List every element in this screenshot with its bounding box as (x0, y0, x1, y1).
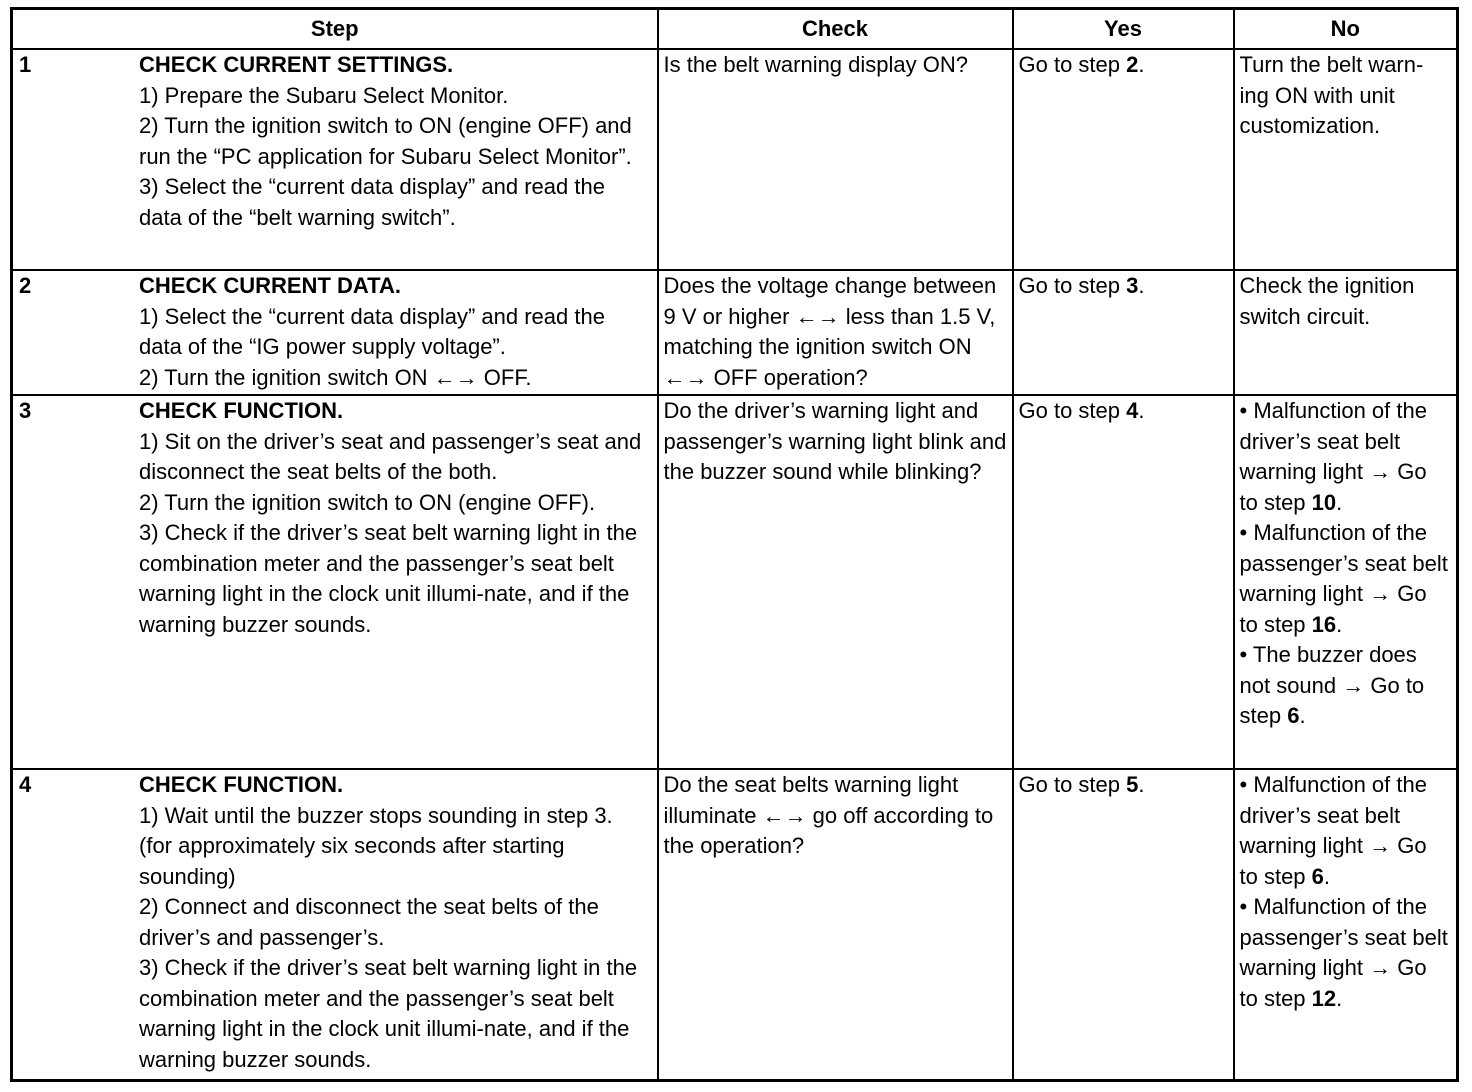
yes-step-number: 3 (1126, 273, 1139, 299)
no-cell (1234, 270, 1458, 395)
step-instruction: 2) Connect and disconnect the seat belts of the driver’s and passenger’s. (139, 894, 599, 950)
step-cell (12, 270, 658, 395)
check-cell: Do the seat belts warning light illuminate ←→ go off according to the operation? (658, 769, 1013, 1080)
table-body (12, 49, 1458, 1081)
table-row (12, 769, 1458, 1080)
step-instruction: 1) Sit on the driver’s seat and passenger’s seat and disconnect the seat belts of the both. (139, 428, 642, 485)
header-step: Step (12, 9, 658, 50)
step-cell (12, 769, 658, 1080)
step-instruction: 3) Check if the driver’s seat belt warning light in the combination meter and the passenger’s seat belt warning light in the clock unit illumi-nate, and if the warning buzzer sounds. (139, 955, 638, 1072)
no-item-step-number: 6 (1311, 863, 1324, 889)
no-item-text: Check the ignition switch circuit. (1239, 273, 1415, 329)
yes-prefix: Go to step (1018, 772, 1127, 798)
header-no: No (1234, 9, 1458, 50)
no-item-text: • Malfunction of the driver’s seat belt warning light → Go to step (1239, 398, 1427, 515)
no-cell (1234, 49, 1458, 270)
no-item: • Malfunction of the driver’s seat belt warning light → Go to step 6. (1239, 772, 1427, 889)
no-item-text: • Malfunction of the passenger’s seat belt warning light → Go to step (1239, 894, 1448, 1011)
no-item-text: • Malfunction of the passenger’s seat belt warning light → Go to step (1239, 520, 1448, 637)
step-body (139, 271, 652, 393)
table-row (12, 395, 1458, 769)
diagnostic-table (10, 7, 1459, 1082)
no-item-text: • Malfunction of the driver’s seat belt warning light → Go to step (1239, 772, 1427, 889)
yes-prefix: Go to step (1018, 273, 1127, 299)
step-number: 4 (19, 772, 32, 798)
step-cell (12, 395, 658, 769)
step-instruction: 3) Check if the driver’s seat belt warning light in the combination meter and the passenger’s seat belt warning light in the clock unit illumi-nate, and if the warning buzzer sounds. (139, 520, 638, 637)
no-item-step-number: 16 (1311, 611, 1337, 637)
step-cell (12, 49, 658, 270)
yes-cell: Go to step 5. (1013, 769, 1234, 1080)
check-cell: Do the driver’s warning light and passenger’s warning light blink and the buzzer sound while blinking? (658, 395, 1013, 769)
step-instruction: 2) Turn the ignition switch to ON (engine OFF) and run the “PC application for Subaru Select Monitor”. (139, 113, 632, 169)
step-title: CHECK CURRENT SETTINGS. (139, 52, 454, 77)
yes-step-number: 5 (1126, 772, 1139, 798)
yes-step-number: 4 (1126, 398, 1139, 424)
check-cell: Is the belt warning display ON? (658, 49, 1013, 270)
step-title: CHECK FUNCTION. (139, 398, 344, 424)
no-item-text: • The buzzer does not sound → Go to step (1239, 642, 1425, 729)
no-item: • The buzzer does not sound → Go to step 6. (1239, 642, 1425, 729)
header-row (12, 9, 1458, 50)
step-body (139, 396, 652, 640)
step-body (139, 770, 652, 1075)
check-cell: Does the voltage change between 9 V or higher ←→ less than 1.5 V, matching the ignition switch ON ←→ OFF operation? (658, 270, 1013, 395)
no-item-text: Turn the belt warn-ing ON with unit customization. (1239, 52, 1424, 138)
no-item (1240, 50, 1452, 142)
step-number: 3 (19, 398, 32, 424)
yes-cell: Go to step 2. (1013, 49, 1234, 270)
table-row (12, 49, 1458, 270)
no-item-step-number: 10 (1311, 489, 1337, 515)
no-item-step-number: 6 (1287, 703, 1300, 729)
yes-cell: Go to step 4. (1013, 395, 1234, 769)
no-cell (1234, 769, 1458, 1080)
step-body (139, 50, 652, 233)
step-instruction: 1) Wait until the buzzer stops sounding in step 3. (for approximately six seconds after starting sounding) (139, 802, 613, 889)
yes-cell: Go to step 3. (1013, 270, 1234, 395)
step-instruction: 2) Turn the ignition switch ON ←→ OFF. (139, 364, 532, 390)
step-instruction: 3) Select the “current data display” and read the data of the “belt warning switch”. (139, 174, 605, 230)
no-cell (1234, 395, 1458, 769)
no-item-step-number: 12 (1311, 985, 1337, 1011)
step-number: 2 (19, 273, 32, 299)
no-item (1240, 271, 1452, 332)
no-item: • Malfunction of the passenger’s seat belt warning light → Go to step 12. (1239, 894, 1448, 1011)
no-item: • Malfunction of the passenger’s seat belt warning light → Go to step 16. (1239, 520, 1448, 637)
step-instruction: 2) Turn the ignition switch to ON (engine OFF). (139, 489, 596, 515)
step-number: 1 (19, 52, 32, 77)
step-title: CHECK FUNCTION. (139, 772, 344, 798)
step-instruction: 1) Prepare the Subaru Select Monitor. (139, 82, 509, 108)
header-yes: Yes (1013, 9, 1234, 50)
step-title: CHECK CURRENT DATA. (139, 273, 401, 299)
yes-prefix: Go to step (1018, 52, 1127, 77)
yes-prefix: Go to step (1018, 398, 1127, 424)
table-row (12, 270, 1458, 395)
yes-step-number: 2 (1126, 52, 1139, 77)
no-item: • Malfunction of the driver’s seat belt warning light → Go to step 10. (1239, 398, 1427, 515)
header-check: Check (658, 9, 1013, 50)
step-instruction: 1) Select the “current data display” and read the data of the “IG power supply voltage”. (139, 303, 605, 360)
